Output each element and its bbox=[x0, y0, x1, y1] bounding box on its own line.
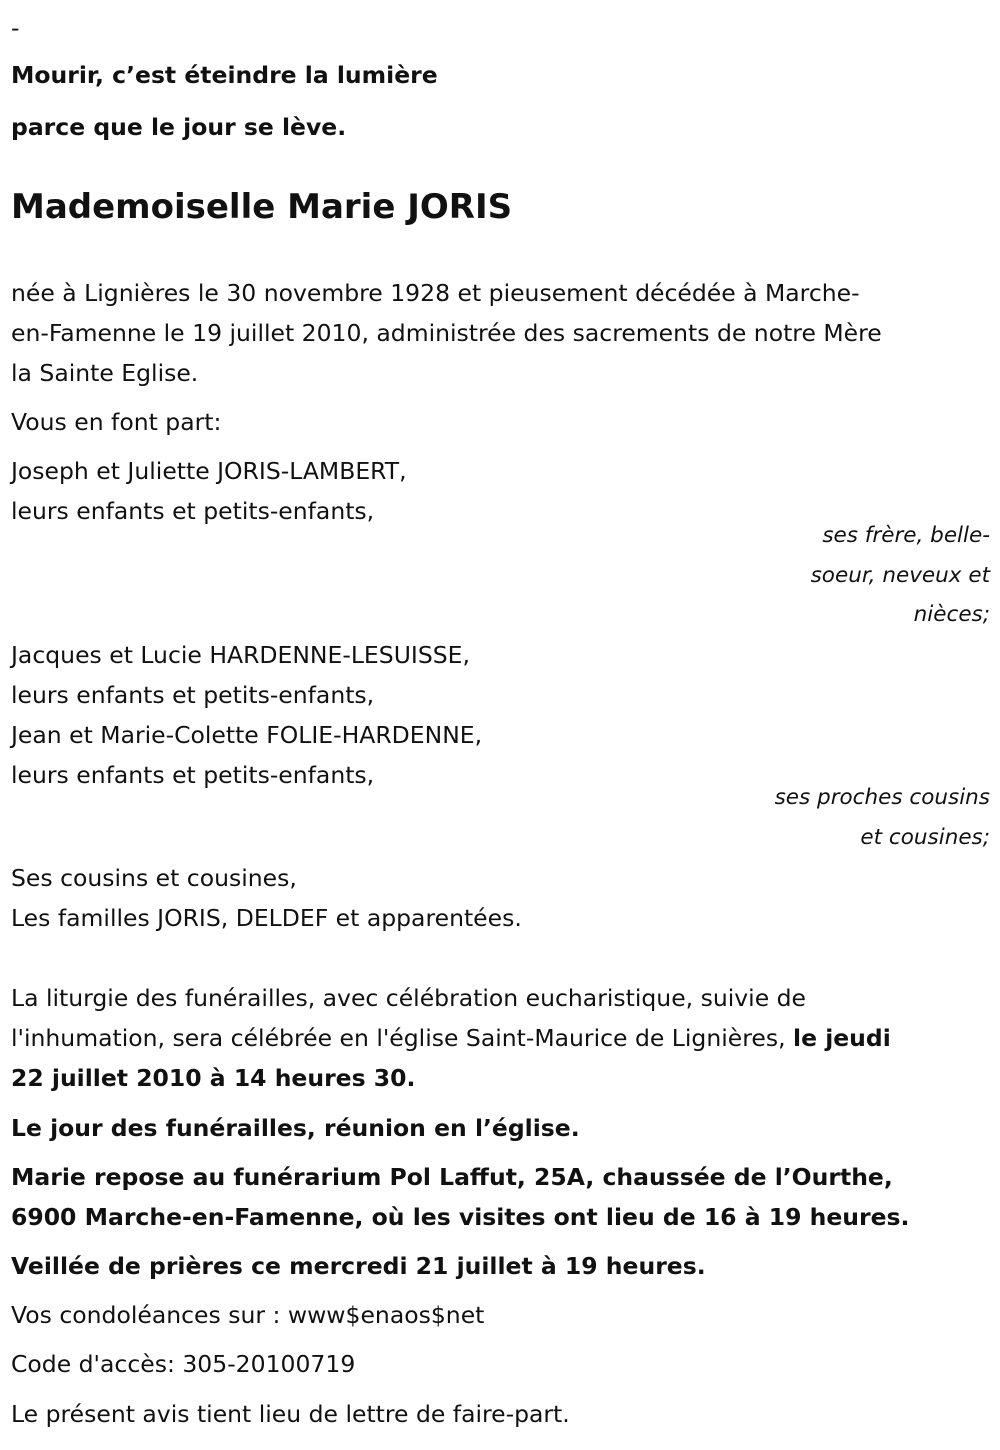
liturgy-date-line: 22 juillet 2010 à 14 heures 30. bbox=[11, 1064, 416, 1092]
family-line: leurs enfants et petits-enfants, bbox=[11, 761, 375, 789]
family-line: Ses cousins et cousines, bbox=[11, 864, 297, 892]
rest-line: Marie repose au funérarium Pol Laffut, 25A, chaussée de l’Ourthe, bbox=[11, 1163, 893, 1191]
closing: Le présent avis tient lieu de lettre de faire-part. bbox=[11, 1400, 570, 1428]
relation-line: ses frère, belle- bbox=[822, 523, 990, 548]
family-line: leurs enfants et petits-enfants, bbox=[11, 497, 375, 525]
family-line: Jean et Marie-Colette FOLIE-HARDENNE, bbox=[11, 721, 483, 749]
family-line: Joseph et Juliette JORIS-LAMBERT, bbox=[11, 457, 407, 485]
intro-line: en-Famenne le 19 juillet 2010, administrée des sacrements de notre Mère bbox=[11, 319, 882, 347]
epigraph-line: parce que le jour se lève. bbox=[11, 113, 347, 141]
family-line: Les familles JORIS, DELDEF et apparentées. bbox=[11, 904, 522, 932]
announce: Vous en font part: bbox=[11, 408, 222, 436]
dash: - bbox=[11, 14, 20, 42]
deceased-name: Mademoiselle Marie JORIS bbox=[11, 187, 513, 227]
relation-line: soeur, neveux et bbox=[810, 563, 990, 588]
intro-line: la Sainte Eglise. bbox=[11, 359, 199, 387]
relation-line: nièces; bbox=[913, 602, 990, 627]
relation-line: ses proches cousins bbox=[774, 785, 990, 810]
relation-line: et cousines; bbox=[860, 825, 990, 850]
vigil: Veillée de prières ce mercredi 21 juillet à 19 heures. bbox=[11, 1252, 706, 1280]
meeting: Le jour des funérailles, réunion en l’église. bbox=[11, 1114, 580, 1142]
condolences: Vos condoléances sur : www$enaos$net bbox=[11, 1301, 485, 1329]
rest-line: 6900 Marche-en-Famenne, où les visites ont lieu de 16 à 19 heures. bbox=[11, 1203, 910, 1231]
family-line: Jacques et Lucie HARDENNE-LESUISSE, bbox=[11, 641, 470, 669]
epigraph-line: Mourir, c’est éteindre la lumière bbox=[11, 61, 438, 89]
access-code: Code d'accès: 305-20100719 bbox=[11, 1350, 356, 1378]
liturgy-line: La liturgie des funérailles, avec célébration eucharistique, suivie de bbox=[11, 984, 806, 1012]
liturgy-date: le jeudi bbox=[793, 1024, 891, 1052]
liturgy-line bbox=[11, 1022, 891, 1054]
intro-line: née à Lignières le 30 novembre 1928 et pieusement décédée à Marche- bbox=[11, 279, 860, 307]
family-line: leurs enfants et petits-enfants, bbox=[11, 681, 375, 709]
liturgy-text: l'inhumation, sera célébrée en l'église Saint-Maurice de Lignières, bbox=[11, 1024, 794, 1052]
